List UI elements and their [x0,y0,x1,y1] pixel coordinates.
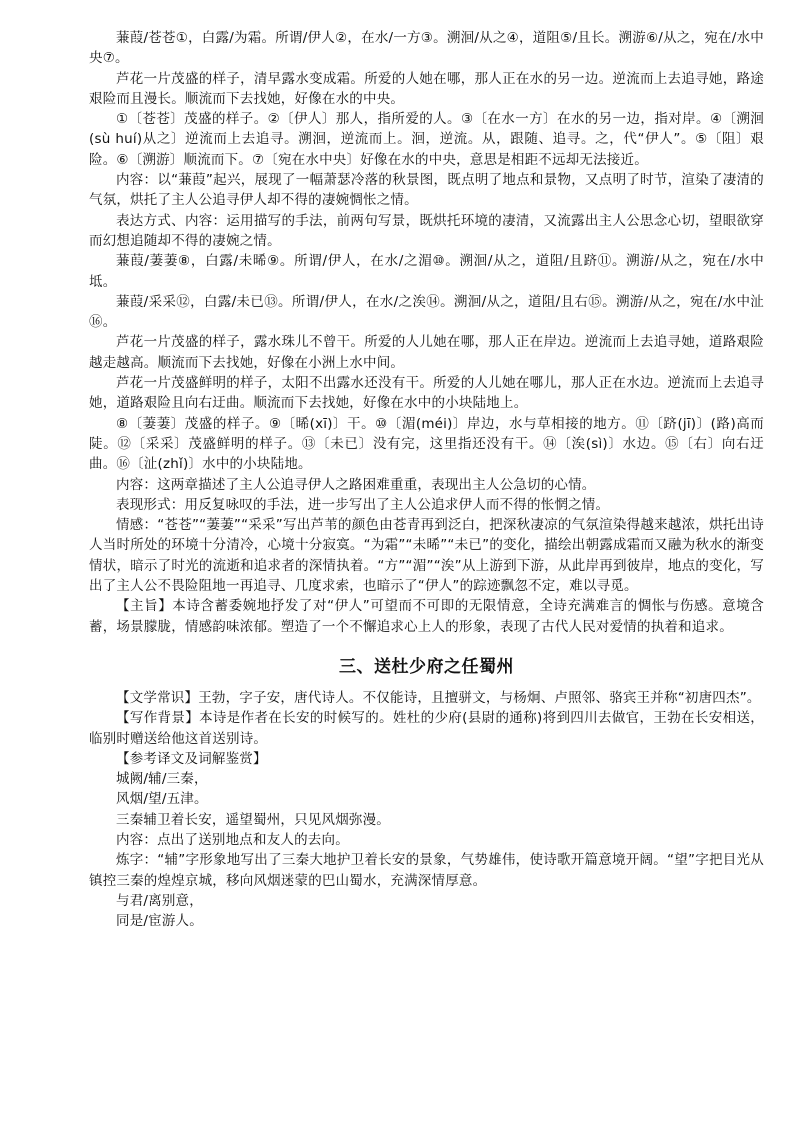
paragraph: 内容：这两章描述了主人公追寻伊人之路困难重重，表现出主人公急切的心情。 [116,476,596,493]
paragraph: 【写作背景】本诗是作者在长安的时候写的。姓杜的少府(县尉的通称)将到四川去做官，王勃在长安相送，临别时赠送给他这首送别诗。 [89,710,764,747]
paragraph: 芦花一片茂盛的样子，清早露水变成霜。所爱的人她在哪，那人正在水的另一边。逆流而上去追寻她，路途艰险而且漫长。顺流而下去找她，好像在水的中央。 [89,70,764,107]
paragraph: 情感：“苍苍”“萋萋”“采采”写出芦苇的颜色由苍青再到泛白，把深秋凄凉的气氛渲染得越来越浓，烘托出诗人当时所处的环境十分清冷，心境十分寂寞。“为霜”“未晞”“未已”的变化，描绘出朝露成霜而又融为秋水的渐变情状，暗示了时光的流逝和追求者的深情执着。“方”“湄”“涘”从上游到下游，从此岸再到彼岸，地点的变化，写出了主人公不畏险阻地一再追寻、几度求索，也暗示了“伊人”的踪迹飘忽不定，难以寻觅。 [89,517,764,595]
paragraph: ①〔苍苍〕茂盛的样子。②〔伊人〕那人，指所爱的人。③〔在水一方〕在水的另一边，指对岸。④〔溯洄(sù huí)从之〕逆流而上去追寻。溯洄，逆流而上。洄，逆流。从，跟随、追寻。之，代“伊人”。⑤〔阻〕艰险。⑥〔溯游〕顺流而下。⑦〔宛在水中央〕好像在水的中央，意思是相距不远却无法接近。 [89,111,764,168]
paragraph: 炼字：“辅”字形象地写出了三秦大地护卫着长安的景象，气势雄伟，使诗歌开篇意境开阔。“望”字把目光从镇控三秦的煌煌京城，移向风烟迷蒙的巴山蜀水，充满深情厚意。 [89,852,764,889]
paragraph: 三秦辅卫着长安，遥望蜀州，只见风烟弥漫。 [116,811,390,828]
section-title: 三、送杜少府之任蜀州 [339,656,514,677]
paragraph: 与君/离别意， [116,892,203,909]
paragraph: 城阙/辅/三秦， [116,771,208,788]
paragraph: 内容：点出了送别地点和友人的去向。 [116,831,349,848]
paragraph: 【主旨】本诗含蓄委婉地抒发了对“伊人”可望而不可即的无限情意，全诗充满难言的惆怅与伤感。意境含蓄，场景朦胧，情感韵味浓郁。塑造了一个不懈追求心上人的形象，表现了古代人民对爱情的执着和追求。 [89,598,764,635]
paragraph: ⑧〔萋萋〕茂盛的样子。⑨〔晞(xī)〕干。⑩〔湄(méi)〕岸边，水与草相接的地方。⑪〔跻(jī)〕(路)高而陡。⑫〔采采〕茂盛鲜明的样子。⑬〔未已〕没有完，这里指还没有干。⑭〔涘(sì)〕水边。⑮〔右〕向右迂曲。⑯〔沚(zhǐ)〕水中的小块陆地。 [89,415,764,473]
paragraph: 蒹葭/萋萋⑧，白露/未晞⑨。所谓/伊人，在水/之湄⑩。溯洄/从之，道阻/且跻⑪。溯游/从之，宛在/水中坻。 [89,253,764,290]
paragraph: 表达方式、内容：运用描写的手法，前两句写景，既烘托环境的凄清，又流露出主人公思念心切，望眼欲穿而幻想追随却不得的凄婉之情。 [89,212,764,249]
paragraph: 【文学常识】王勃，字子安，唐代诗人。不仅能诗，且擅骈文，与杨炯、卢照邻、骆宾王并称“初唐四杰”。 [116,689,761,706]
paragraph: 表现形式：用反复咏叹的手法，进一步写出了主人公追求伊人而不得的怅惘之情。 [116,496,610,513]
song-du-shaofu-section [89,688,764,932]
paragraph: 芦花一片茂盛鲜明的样子，太阳不出露水还没有干。所爱的人儿她在哪儿，那人正在水边。逆流而上去追寻她，道路艰险且向右迂曲。顺流而下去找她，好像在水中的小块陆地上。 [89,375,764,412]
paragraph: 【参考译文及词解鉴赏】 [116,750,267,767]
paragraph: 蒹葭/采采⑫，白露/未已⑬。所谓/伊人，在水/之涘⑭。溯洄/从之，道阻/且右⑮。溯游/从之，宛在/水中沚⑯。 [89,293,764,331]
paragraph: 内容：以“蒹葭”起兴，展现了一幅萧瑟冷落的秋景图，既点明了地点和景物，又点明了时节，渲染了凄清的气氛，烘托了主人公追寻伊人却不得的凄婉惆怅之情。 [89,172,764,209]
paragraph: 同是/宦游人。 [116,913,203,930]
paragraph: 风烟/望/五津。 [116,791,208,808]
jianjia-notes-section [89,28,764,637]
paragraph: 蒹葭/苍苍①，白露/为霜。所谓/伊人②，在水/一方③。溯洄/从之④，道阻⑤/且长。溯游⑥/从之，宛在/水中央⑦。 [89,30,764,67]
paragraph: 芦花一片茂盛的样子，露水珠儿不曾干。所爱的人儿她在哪，那人正在岸边。逆流而上去追寻她，道路艰险越走越高。顺流而下去找她，好像在小洲上水中间。 [89,334,764,371]
